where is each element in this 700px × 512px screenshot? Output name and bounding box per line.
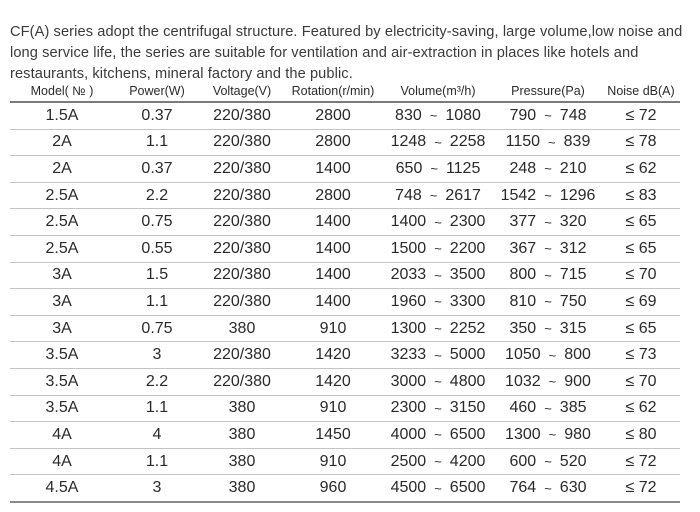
pressure-cell-end: 312 — [559, 239, 587, 257]
pressure-cell-range — [494, 213, 602, 231]
model-cell: 4A — [10, 448, 114, 475]
noise-cell: ≤ 65 — [602, 209, 680, 236]
power-cell: 3 — [114, 342, 200, 369]
pressure-cell-range — [494, 240, 602, 258]
pressure-cell — [494, 235, 602, 262]
table-row — [10, 156, 680, 183]
table-row — [10, 368, 680, 395]
volume-cell-start: 1500 — [390, 239, 427, 257]
header-model: Model( № ) — [10, 80, 114, 102]
volume-cell-range — [382, 373, 494, 391]
pressure-cell-end: 839 — [563, 133, 591, 151]
table-row — [10, 422, 680, 449]
model-cell: 2A — [10, 156, 114, 183]
table-row — [10, 448, 680, 475]
range-separator: ~ — [429, 108, 438, 124]
pressure-cell — [494, 475, 602, 502]
model-cell: 3.5A — [10, 368, 114, 395]
volume-cell-start: 830 — [395, 106, 422, 124]
model-cell: 2.5A — [10, 235, 114, 262]
table-row — [10, 235, 680, 262]
table-row — [10, 129, 680, 156]
noise-cell: ≤ 72 — [602, 475, 680, 502]
pressure-cell-start: 1300 — [505, 425, 541, 443]
rotation-cell: 1400 — [284, 209, 382, 236]
power-cell: 0.37 — [114, 156, 200, 183]
pressure-cell-end: 750 — [559, 292, 587, 310]
voltage-cell: 220/380 — [200, 182, 284, 209]
model-cell: 3A — [10, 315, 114, 342]
range-separator: ~ — [430, 161, 438, 177]
volume-cell-range — [382, 133, 494, 151]
power-cell: 1.1 — [114, 448, 200, 475]
range-separator: ~ — [434, 480, 442, 496]
noise-cell: ≤ 72 — [602, 102, 680, 129]
pressure-cell-end: 800 — [564, 346, 591, 364]
volume-cell-end: 4200 — [449, 452, 486, 470]
pressure-cell-end: 630 — [559, 479, 587, 497]
volume-cell — [382, 289, 494, 316]
volume-cell — [382, 395, 494, 422]
pressure-cell-range — [494, 293, 602, 311]
pressure-cell-end: 715 — [559, 266, 587, 284]
volume-cell — [382, 422, 494, 449]
pressure-cell-start: 810 — [509, 292, 537, 310]
pressure-cell — [494, 209, 602, 236]
voltage-cell: 380 — [200, 395, 284, 422]
rotation-cell: 910 — [284, 315, 382, 342]
voltage-cell: 220/380 — [200, 102, 284, 129]
range-separator: ~ — [429, 188, 438, 204]
range-separator: ~ — [548, 134, 556, 150]
power-cell: 0.75 — [114, 209, 200, 236]
noise-cell: ≤ 72 — [602, 448, 680, 475]
table-row — [10, 395, 680, 422]
volume-cell-end: 5000 — [449, 346, 486, 364]
volume-cell-range — [382, 187, 494, 205]
pressure-cell-range — [494, 187, 602, 205]
pressure-cell — [494, 156, 602, 183]
volume-cell-end: 1080 — [445, 106, 481, 124]
volume-cell — [382, 262, 494, 289]
range-separator: ~ — [544, 267, 552, 283]
pressure-cell-range — [494, 479, 602, 497]
pressure-cell-start: 1542 — [500, 186, 537, 204]
range-separator: ~ — [434, 427, 442, 443]
pressure-cell-start: 377 — [509, 213, 537, 231]
range-separator: ~ — [548, 374, 557, 390]
volume-cell-start: 2500 — [390, 452, 427, 470]
voltage-cell: 380 — [200, 422, 284, 449]
pressure-cell-start: 1032 — [505, 372, 541, 390]
volume-cell — [382, 475, 494, 502]
volume-cell-start: 1248 — [390, 133, 427, 151]
pressure-cell-end: 385 — [559, 399, 587, 417]
volume-cell-end: 3300 — [449, 292, 486, 310]
pressure-cell — [494, 448, 602, 475]
table-header-row — [10, 80, 680, 102]
pressure-cell-end: 1296 — [559, 186, 596, 204]
table-row — [10, 262, 680, 289]
model-cell: 4.5A — [10, 475, 114, 502]
volume-cell-end: 3150 — [449, 399, 486, 417]
volume-cell-range — [382, 266, 494, 284]
rotation-cell: 1400 — [284, 156, 382, 183]
power-cell: 1.1 — [114, 395, 200, 422]
table-row — [10, 342, 680, 369]
pressure-cell — [494, 368, 602, 395]
volume-cell — [382, 156, 494, 183]
pressure-cell-end: 748 — [559, 106, 587, 124]
power-cell: 1.1 — [114, 289, 200, 316]
range-separator: ~ — [544, 161, 552, 177]
power-cell: 0.75 — [114, 315, 200, 342]
model-cell: 3A — [10, 262, 114, 289]
noise-cell: ≤ 62 — [602, 395, 680, 422]
volume-cell-start: 1400 — [390, 213, 427, 231]
power-cell: 3 — [114, 475, 200, 502]
rotation-cell: 2800 — [284, 102, 382, 129]
volume-cell-start: 4500 — [390, 479, 427, 497]
volume-cell-end: 2258 — [449, 133, 486, 151]
header-volume: Volume(m³/h) — [382, 80, 494, 102]
range-separator: ~ — [434, 321, 442, 337]
voltage-cell: 220/380 — [200, 209, 284, 236]
volume-cell — [382, 342, 494, 369]
range-separator: ~ — [434, 214, 442, 230]
noise-cell: ≤ 62 — [602, 156, 680, 183]
range-separator: ~ — [544, 294, 552, 310]
pressure-cell — [494, 422, 602, 449]
pressure-cell-start: 1150 — [505, 133, 541, 151]
model-cell: 3.5A — [10, 342, 114, 369]
range-separator: ~ — [544, 454, 552, 470]
model-cell: 3.5A — [10, 395, 114, 422]
volume-cell-start: 1300 — [390, 319, 427, 337]
rotation-cell: 2800 — [284, 129, 382, 156]
volume-cell-start: 650 — [395, 159, 423, 177]
pressure-cell-range — [494, 320, 602, 338]
model-cell: 2A — [10, 129, 114, 156]
header-pressure: Pressure(Pa) — [494, 80, 602, 102]
pressure-cell-start: 790 — [509, 106, 537, 124]
noise-cell: ≤ 73 — [602, 342, 680, 369]
range-separator: ~ — [434, 454, 442, 470]
pressure-cell-range — [494, 266, 602, 284]
range-separator: ~ — [544, 108, 552, 124]
noise-cell: ≤ 65 — [602, 315, 680, 342]
range-separator: ~ — [544, 188, 552, 204]
rotation-cell: 1450 — [284, 422, 382, 449]
volume-cell-range — [382, 107, 494, 125]
pressure-cell-end: 520 — [559, 452, 587, 470]
pressure-cell — [494, 342, 602, 369]
volume-cell-end: 3500 — [449, 266, 486, 284]
power-cell: 1.5 — [114, 262, 200, 289]
header-voltage: Voltage(V) — [200, 80, 284, 102]
pressure-cell-range — [494, 107, 602, 125]
pressure-cell-end: 315 — [559, 319, 587, 337]
volume-cell — [382, 235, 494, 262]
voltage-cell: 220/380 — [200, 156, 284, 183]
volume-cell-start: 1960 — [390, 292, 427, 310]
power-cell: 0.37 — [114, 102, 200, 129]
power-cell: 0.55 — [114, 235, 200, 262]
model-cell: 2.5A — [10, 209, 114, 236]
table-row — [10, 209, 680, 236]
volume-cell-end: 6500 — [449, 425, 486, 443]
voltage-cell: 220/380 — [200, 235, 284, 262]
pressure-cell-start: 800 — [509, 266, 537, 284]
range-separator: ~ — [544, 400, 552, 416]
volume-cell-range — [382, 399, 494, 417]
table-row — [10, 315, 680, 342]
power-cell: 4 — [114, 422, 200, 449]
pressure-cell-start: 248 — [509, 159, 537, 177]
volume-cell-range — [382, 213, 494, 231]
volume-cell-start: 4000 — [390, 425, 427, 443]
model-cell: 4A — [10, 422, 114, 449]
volume-cell-range — [382, 479, 494, 497]
range-separator: ~ — [434, 294, 442, 310]
pressure-cell-range — [494, 426, 602, 444]
pressure-cell-range — [494, 453, 602, 471]
volume-cell-end: 2252 — [449, 319, 486, 337]
range-separator: ~ — [434, 267, 442, 283]
volume-cell — [382, 182, 494, 209]
header-power: Power(W) — [114, 80, 200, 102]
pressure-cell-range — [494, 346, 602, 364]
table-body — [10, 102, 680, 502]
noise-cell: ≤ 78 — [602, 129, 680, 156]
voltage-cell: 220/380 — [200, 368, 284, 395]
pressure-cell-range — [494, 373, 602, 391]
header-noise: Noise dB(A) — [602, 80, 680, 102]
pressure-cell — [494, 182, 602, 209]
fan-spec-table — [10, 80, 680, 503]
pressure-cell-start: 764 — [509, 479, 537, 497]
pressure-cell-end: 320 — [559, 213, 587, 231]
rotation-cell: 1400 — [284, 289, 382, 316]
pressure-cell — [494, 315, 602, 342]
volume-cell — [382, 129, 494, 156]
volume-cell-start: 3000 — [390, 372, 427, 390]
voltage-cell: 220/380 — [200, 262, 284, 289]
volume-cell-end: 4800 — [449, 372, 486, 390]
volume-cell — [382, 315, 494, 342]
rotation-cell: 1400 — [284, 235, 382, 262]
pressure-cell-range — [494, 160, 602, 178]
model-cell: 3A — [10, 289, 114, 316]
rotation-cell: 960 — [284, 475, 382, 502]
rotation-cell: 2800 — [284, 182, 382, 209]
pressure-cell-end: 210 — [559, 159, 587, 177]
voltage-cell: 220/380 — [200, 289, 284, 316]
noise-cell: ≤ 69 — [602, 289, 680, 316]
pressure-cell-start: 600 — [509, 452, 537, 470]
pressure-cell-start: 367 — [509, 239, 537, 257]
volume-cell-start: 2300 — [390, 399, 427, 417]
pressure-cell — [494, 262, 602, 289]
range-separator: ~ — [544, 214, 552, 230]
voltage-cell: 220/380 — [200, 342, 284, 369]
volume-cell — [382, 368, 494, 395]
range-separator: ~ — [434, 400, 442, 416]
volume-cell-end: 2617 — [445, 186, 481, 204]
range-separator: ~ — [544, 480, 552, 496]
rotation-cell: 910 — [284, 448, 382, 475]
noise-cell: ≤ 70 — [602, 262, 680, 289]
rotation-cell: 910 — [284, 395, 382, 422]
volume-cell-range — [382, 240, 494, 258]
pressure-cell — [494, 102, 602, 129]
volume-cell-range — [382, 453, 494, 471]
volume-cell-range — [382, 320, 494, 338]
table-row — [10, 102, 680, 129]
pressure-cell-start: 350 — [509, 319, 537, 337]
power-cell: 2.2 — [114, 182, 200, 209]
pressure-cell-end: 980 — [564, 425, 591, 443]
volume-cell-end: 6500 — [449, 479, 486, 497]
volume-cell — [382, 448, 494, 475]
description-paragraph: CF(A) series adopt the centrifugal structure. Featured by electricity-saving, large volume,low noise and long service life, the series are suitable for ventilation and air-extraction in places like hotels and restaurants, kitchens, mineral factory and the public. — [10, 23, 683, 82]
pressure-cell-range — [494, 399, 602, 417]
volume-cell-end: 2300 — [449, 213, 486, 231]
header-rotation: Rotation(r/min) — [284, 80, 382, 102]
table-row — [10, 289, 680, 316]
range-separator: ~ — [544, 321, 552, 337]
noise-cell: ≤ 80 — [602, 422, 680, 449]
table-row — [10, 182, 680, 209]
range-separator: ~ — [434, 241, 442, 257]
voltage-cell: 380 — [200, 315, 284, 342]
volume-cell-end: 2200 — [449, 239, 486, 257]
pressure-cell — [494, 129, 602, 156]
noise-cell: ≤ 83 — [602, 182, 680, 209]
volume-cell-range — [382, 346, 494, 364]
volume-cell — [382, 209, 494, 236]
voltage-cell: 380 — [200, 475, 284, 502]
range-separator: ~ — [548, 347, 557, 363]
pressure-cell-start: 1050 — [505, 346, 541, 364]
range-separator: ~ — [434, 374, 442, 390]
table-row — [10, 475, 680, 502]
pressure-cell — [494, 289, 602, 316]
power-cell: 2.2 — [114, 368, 200, 395]
voltage-cell: 380 — [200, 448, 284, 475]
model-cell: 1.5A — [10, 102, 114, 129]
volume-cell-range — [382, 293, 494, 311]
pressure-cell — [494, 395, 602, 422]
range-separator: ~ — [434, 134, 442, 150]
pressure-cell-range — [494, 133, 602, 151]
volume-cell-range — [382, 426, 494, 444]
rotation-cell: 1420 — [284, 342, 382, 369]
noise-cell: ≤ 70 — [602, 368, 680, 395]
pressure-cell-start: 460 — [509, 399, 537, 417]
volume-cell — [382, 102, 494, 129]
range-separator: ~ — [548, 427, 557, 443]
power-cell: 1.1 — [114, 129, 200, 156]
rotation-cell: 1420 — [284, 368, 382, 395]
volume-cell-start: 748 — [395, 186, 422, 204]
pressure-cell-end: 900 — [564, 372, 591, 390]
noise-cell: ≤ 65 — [602, 235, 680, 262]
volume-cell-start: 3233 — [390, 346, 427, 364]
rotation-cell: 1400 — [284, 262, 382, 289]
model-cell: 2.5A — [10, 182, 114, 209]
voltage-cell: 220/380 — [200, 129, 284, 156]
range-separator: ~ — [544, 241, 552, 257]
volume-cell-start: 2033 — [390, 266, 427, 284]
range-separator: ~ — [434, 347, 442, 363]
volume-cell-end: 1125 — [445, 159, 481, 177]
volume-cell-range — [382, 160, 494, 178]
